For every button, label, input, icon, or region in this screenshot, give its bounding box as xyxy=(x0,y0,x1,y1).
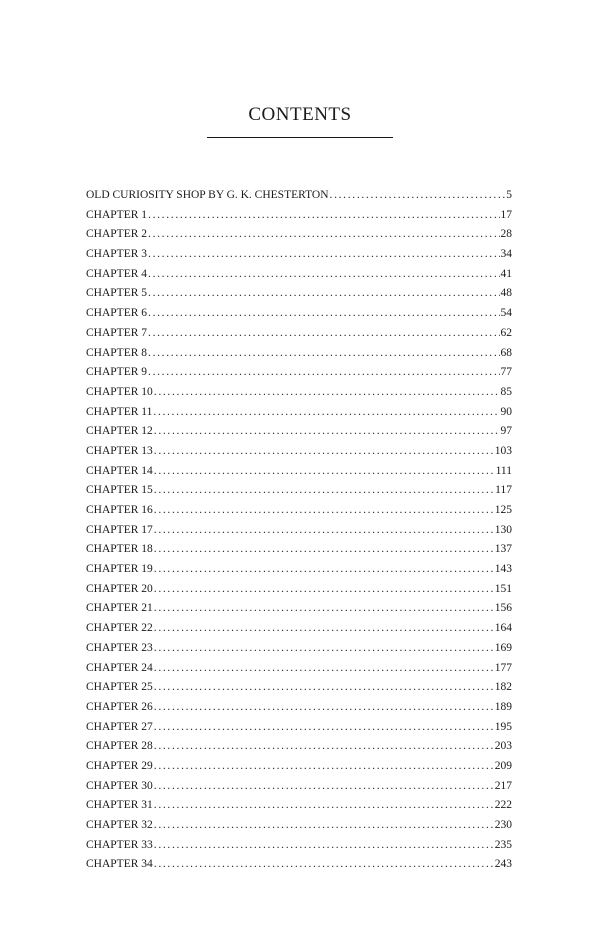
toc-entry[interactable] xyxy=(86,540,512,560)
toc-entry-page-number: 151 xyxy=(494,582,512,595)
toc-entry-page-number: 117 xyxy=(495,484,512,497)
toc-entry-page-number: 125 xyxy=(494,504,512,516)
dot-leader xyxy=(154,698,494,718)
dot-leader xyxy=(154,481,494,501)
toc-entry-label: CHAPTER 12 xyxy=(86,425,153,438)
toc-entry-page-number: 169 xyxy=(494,641,512,654)
toc-entry-label: CHAPTER 24 xyxy=(86,661,153,674)
toc-entry[interactable] xyxy=(86,363,512,383)
toc-entry-page-number: 77 xyxy=(500,366,512,379)
toc-entry-label: CHAPTER 8 xyxy=(86,346,148,359)
dot-leader xyxy=(154,462,495,482)
toc-entry-page-number: 222 xyxy=(494,799,512,812)
toc-entry-label: CHAPTER 31 xyxy=(86,799,153,812)
toc-entry-page-number: 230 xyxy=(494,819,512,831)
toc-entry[interactable] xyxy=(86,442,512,462)
toc-entry-page-number: 137 xyxy=(494,543,512,556)
toc-entry[interactable] xyxy=(86,481,512,501)
toc-entry-page-number: 48 xyxy=(500,287,512,300)
dot-leader xyxy=(154,777,494,797)
toc-entry[interactable] xyxy=(86,501,512,521)
dot-leader xyxy=(148,363,499,383)
toc-entry[interactable] xyxy=(86,737,512,757)
toc-entry-label: CHAPTER 3 xyxy=(86,248,148,261)
toc-entry-label: CHAPTER 23 xyxy=(86,641,153,654)
toc-entry[interactable] xyxy=(86,678,512,698)
dot-leader xyxy=(330,186,506,206)
toc-entry[interactable] xyxy=(86,225,512,245)
toc-entry-label: CHAPTER 2 xyxy=(86,228,148,241)
toc-entry-page-number: 111 xyxy=(495,464,512,477)
toc-entry[interactable] xyxy=(86,796,512,816)
dot-leader xyxy=(154,422,500,442)
toc-entry[interactable] xyxy=(86,560,512,580)
toc-entry[interactable] xyxy=(86,324,512,344)
toc-entry-page-number: 243 xyxy=(494,858,512,871)
toc-entry-label: CHAPTER 11 xyxy=(86,405,153,418)
toc-entry-label: CHAPTER 20 xyxy=(86,582,153,595)
toc-entry-label: CHAPTER 30 xyxy=(86,779,153,792)
toc-entry[interactable] xyxy=(86,245,512,265)
toc-entry-label: CHAPTER 14 xyxy=(86,464,153,477)
title-underline-rule xyxy=(207,137,393,138)
toc-entry[interactable] xyxy=(86,777,512,797)
toc-entry-page-number: 156 xyxy=(494,602,512,615)
page-title: CONTENTS xyxy=(248,104,352,125)
dot-leader xyxy=(154,796,494,816)
toc-entry-page-number: 164 xyxy=(494,622,512,635)
toc-entry-label: CHAPTER 32 xyxy=(86,819,153,831)
dot-leader xyxy=(154,737,494,757)
toc-entry-page-number: 97 xyxy=(500,425,512,438)
toc-entry[interactable] xyxy=(86,816,512,836)
toc-entry[interactable] xyxy=(86,619,512,639)
toc-entry[interactable] xyxy=(86,757,512,777)
dot-leader xyxy=(148,284,499,304)
table-of-contents xyxy=(86,186,512,875)
dot-leader xyxy=(148,265,499,285)
toc-entry-label: CHAPTER 9 xyxy=(86,366,148,379)
toc-entry-page-number: 189 xyxy=(494,700,512,713)
toc-entry[interactable] xyxy=(86,284,512,304)
toc-entry-page-number: 235 xyxy=(494,838,512,851)
toc-entry[interactable] xyxy=(86,206,512,226)
toc-entry-label: CHAPTER 19 xyxy=(86,563,153,576)
toc-entry-label: CHAPTER 34 xyxy=(86,858,153,871)
toc-entry-label: CHAPTER 26 xyxy=(86,700,153,713)
toc-entry[interactable] xyxy=(86,521,512,541)
toc-entry-page-number: 130 xyxy=(494,523,512,536)
toc-entry-page-number: 90 xyxy=(500,405,512,418)
toc-entry-label: CHAPTER 27 xyxy=(86,720,153,733)
toc-entry[interactable] xyxy=(86,186,512,206)
toc-entry[interactable] xyxy=(86,718,512,738)
toc-entry-page-number: 143 xyxy=(494,563,512,576)
dot-leader xyxy=(148,324,499,344)
toc-entry-label: CHAPTER 33 xyxy=(86,838,153,851)
toc-entry-label: CHAPTER 29 xyxy=(86,759,153,772)
toc-entry-label: CHAPTER 6 xyxy=(86,307,148,320)
toc-entry[interactable] xyxy=(86,639,512,659)
dot-leader xyxy=(154,580,494,600)
dot-leader xyxy=(148,206,499,226)
toc-entry-label: CHAPTER 10 xyxy=(86,385,153,398)
toc-entry-label: CHAPTER 21 xyxy=(86,602,153,615)
toc-entry-page-number: 5 xyxy=(506,189,512,201)
dot-leader xyxy=(153,403,499,423)
toc-entry-page-number: 103 xyxy=(494,444,512,457)
dot-leader xyxy=(154,521,494,541)
toc-entry-page-number: 54 xyxy=(500,307,512,320)
dot-leader xyxy=(148,304,499,324)
toc-entry-page-number: 209 xyxy=(494,759,512,772)
toc-entry[interactable] xyxy=(86,462,512,482)
toc-entry[interactable] xyxy=(86,403,512,423)
toc-entry-page-number: 85 xyxy=(500,385,512,398)
toc-entry[interactable] xyxy=(86,580,512,600)
toc-entry-page-number: 217 xyxy=(494,779,512,792)
dot-leader xyxy=(148,245,499,265)
dot-leader xyxy=(154,718,494,738)
dot-leader xyxy=(154,757,494,777)
dot-leader xyxy=(148,225,499,245)
toc-entry[interactable] xyxy=(86,265,512,285)
toc-entry-label: OLD CURIOSITY SHOP BY G. K. CHESTERTON xyxy=(86,189,329,201)
toc-entry-label: CHAPTER 18 xyxy=(86,543,153,556)
toc-entry-label: CHAPTER 7 xyxy=(86,326,148,339)
dot-leader xyxy=(154,560,494,580)
dot-leader xyxy=(154,678,494,698)
toc-entry-label: CHAPTER 4 xyxy=(86,267,148,280)
toc-entry-page-number: 41 xyxy=(500,267,512,280)
toc-entry-page-number: 34 xyxy=(500,248,512,261)
toc-entry-page-number: 28 xyxy=(500,228,512,241)
dot-leader xyxy=(154,619,494,639)
toc-entry-label: CHAPTER 15 xyxy=(86,484,153,497)
toc-entry[interactable] xyxy=(86,344,512,364)
toc-entry[interactable] xyxy=(86,383,512,403)
toc-entry-label: CHAPTER 17 xyxy=(86,523,153,536)
dot-leader xyxy=(154,855,494,875)
toc-entry-page-number: 203 xyxy=(494,740,512,753)
dot-leader xyxy=(154,659,494,679)
dot-leader xyxy=(154,599,494,619)
dot-leader xyxy=(154,836,494,856)
toc-entry-label: CHAPTER 16 xyxy=(86,504,153,516)
dot-leader xyxy=(154,442,494,462)
toc-entry[interactable] xyxy=(86,855,512,875)
dot-leader xyxy=(154,639,494,659)
toc-entry-page-number: 177 xyxy=(494,661,512,674)
toc-entry-label: CHAPTER 25 xyxy=(86,681,153,694)
dot-leader xyxy=(154,501,494,521)
toc-entry[interactable] xyxy=(86,422,512,442)
dot-leader xyxy=(154,540,494,560)
dot-leader xyxy=(148,344,499,364)
toc-entry-page-number: 195 xyxy=(494,720,512,733)
toc-entry-label: CHAPTER 22 xyxy=(86,622,153,635)
toc-entry-label: CHAPTER 5 xyxy=(86,287,148,300)
toc-entry[interactable] xyxy=(86,698,512,718)
toc-entry[interactable] xyxy=(86,836,512,856)
dot-leader xyxy=(154,383,500,403)
toc-entry[interactable] xyxy=(86,599,512,619)
toc-entry[interactable] xyxy=(86,659,512,679)
toc-entry-page-number: 182 xyxy=(494,681,512,694)
toc-entry-label: CHAPTER 13 xyxy=(86,444,153,457)
toc-entry-label: CHAPTER 1 xyxy=(86,208,148,221)
toc-entry[interactable] xyxy=(86,304,512,324)
toc-entry-page-number: 68 xyxy=(500,346,512,359)
dot-leader xyxy=(154,816,494,836)
toc-entry-page-number: 17 xyxy=(500,208,512,221)
toc-entry-page-number: 62 xyxy=(500,326,512,339)
toc-entry-label: CHAPTER 28 xyxy=(86,740,153,753)
